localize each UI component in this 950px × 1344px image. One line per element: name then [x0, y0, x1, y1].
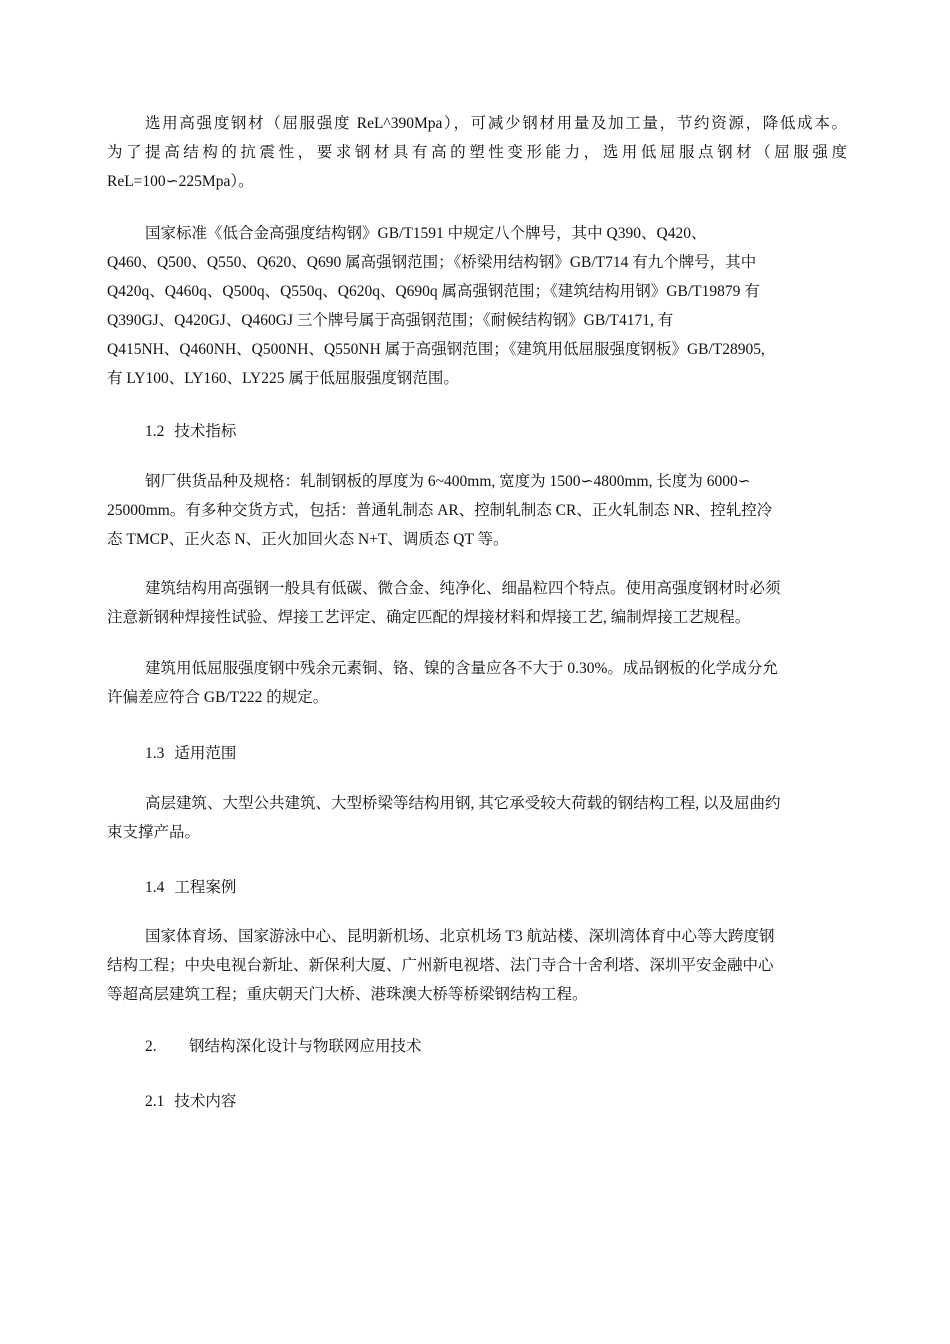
paragraph-high-strength-steel — [107, 109, 847, 196]
section-title: 技术指标 — [174, 423, 237, 440]
text-line: 等超高层建筑工程；重庆朝天门大桥、港珠澳大桥等桥梁钢结构工程。 — [107, 986, 588, 1003]
section-heading-1-3 — [145, 739, 236, 768]
section-heading-2-1 — [145, 1087, 236, 1116]
paragraph-characteristics — [107, 574, 847, 632]
section-number: 1.3 — [145, 745, 165, 762]
text-line: 国家标准《低合金高强度结构钢》GB/T1591 中规定八个牌号，其中 Q390、Q420、 — [145, 225, 707, 242]
paragraph-project-cases — [107, 922, 847, 1009]
text-line: Q420q、Q460q、Q500q、Q550q、Q620q、Q690q 属高强钢范围；《建筑结构用钢》GB/T19879 有 — [107, 283, 760, 300]
text-line: 高层建筑、大型公共建筑、大型桥梁等结构用钢, 其它承受较大荷载的钢结构工程, 以及屈曲约 — [145, 795, 781, 812]
text-line: 注意新钢种焊接性试验、焊接工艺评定、确定匹配的焊接材料和焊接工艺, 编制焊接工艺规程。 — [107, 609, 751, 626]
text-line: Q390GJ、Q420GJ、Q460GJ 三个牌号属于高强钢范围；《耐候结构钢》GB/T4171, 有 — [107, 312, 674, 329]
section-heading-2 — [145, 1032, 422, 1061]
section-title: 钢结构深化设计与物联网应用技术 — [189, 1038, 422, 1055]
section-title: 适用范围 — [174, 745, 237, 762]
text-line: 许偏差应符合 GB/T222 的规定。 — [107, 689, 329, 706]
text-line: Q415NH、Q460NH、Q500NH、Q550NH 属于高强钢范围；《建筑用低屈服强度钢板》GB/T28905, — [107, 341, 765, 358]
text-line: Q460、Q500、Q550、Q620、Q690 属高强钢范围；《桥梁用结构钢》GB/T714 有九个牌号，其中 — [107, 254, 757, 271]
section-number: 2. — [145, 1038, 157, 1055]
text-line: 25000mm。有多种交货方式，包括：普通轧制态 AR、控制轧制态 CR、正火轧制态 NR、控轧控冷 — [107, 502, 773, 519]
paragraph-national-standards — [107, 219, 847, 393]
text-line: 钢厂供货品种及规格：轧制钢板的厚度为 6~400mm, 宽度为 1500∽4800mm, 长度为 6000∽ — [145, 473, 751, 490]
text-line: 选用高强度钢材（屈服强度 ReL^390Mpa），可减少钢材用量及加工量，节约资源，降低成本。 — [145, 115, 847, 132]
text-line: ReL=100∽225Mpa）。 — [107, 173, 254, 190]
text-line: 建筑用低屈服强度钢中残余元素铜、铬、镍的含量应各不大于 0.30%。成品钢板的化学成分允 — [145, 660, 778, 677]
text-line: 国家体育场、国家游泳中心、昆明新机场、北京机场 T3 航站楼、深圳湾体育中心等大跨度钢 — [145, 928, 775, 945]
section-title: 工程案例 — [174, 879, 237, 896]
text-line: 建筑结构用高强钢一般具有低碳、微合金、纯净化、细晶粒四个特点。使用高强度钢材时必须 — [145, 580, 781, 597]
text-line: 结构工程；中央电视台新址、新保利大厦、广州新电视塔、法门寺合十舍利塔、深圳平安金融中心 — [107, 957, 774, 974]
text-line: 有 LY100、LY160、LY225 属于低屈服强度钢范围。 — [107, 370, 459, 387]
text-line: 态 TMCP、正火态 N、正火加回火态 N+T、调质态 QT 等。 — [107, 531, 509, 548]
section-number: 2.1 — [145, 1093, 165, 1110]
paragraph-application-scope — [107, 789, 847, 847]
section-number: 1.4 — [145, 879, 165, 896]
text-line: 束支撑产品。 — [107, 824, 201, 841]
section-heading-1-2 — [145, 417, 236, 446]
section-title: 技术内容 — [174, 1093, 237, 1110]
paragraph-residual-elements — [107, 654, 847, 712]
section-number: 1.2 — [145, 423, 165, 440]
paragraph-supply-specs — [107, 467, 847, 554]
text-line: 为了提高结构的抗震性，要求钢材具有高的塑性变形能力，选用低屈服点钢材（屈服强度 — [107, 144, 847, 161]
section-heading-1-4 — [145, 873, 236, 902]
